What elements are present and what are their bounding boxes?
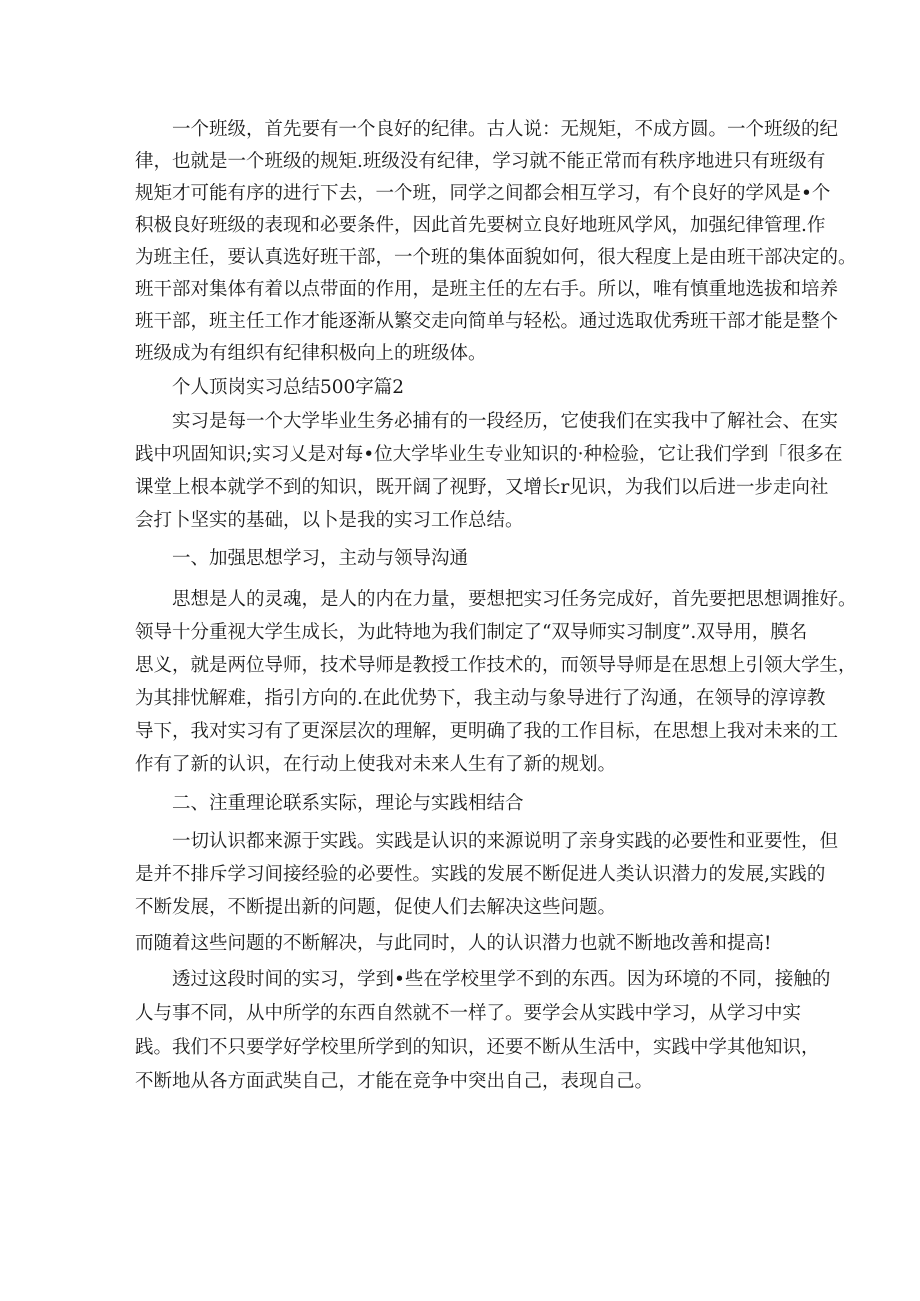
text-line: 为其排忧解难，指引方向的.在此优势下，我主动与象导进行了沟通，在领导的淳谆教 xyxy=(135,688,826,709)
text-line: 不断发展，不断提出新的问题，促使人们去解决这些问题。 xyxy=(135,897,617,918)
text-line: 不断地从各方面武奘自己，才能在竞争中突出自己，表现自己。 xyxy=(135,1071,654,1092)
text-line: 思想是人的灵魂，是人的内在力量，要想把实习任务完成好，首先要把思想调推好。 xyxy=(172,589,857,610)
text-line: 践。我们不只要学好学校里所学到的知识，还要不断从生活中，实践中学其他知识， xyxy=(135,1037,820,1058)
text-line: 课堂上根本就学不到的知识，既开阔了视野，又增长r见识，为我们以后进一步走向社 xyxy=(135,477,829,498)
text-line: 为班主任，要认真选好班干部，一个班的集体面貌如何，很大程度上是由班干部决定的。 xyxy=(135,247,857,268)
text-line: 积极良好班级的表现和必要条件，因此首先要树立良好地班风学风，加强纪律管理.作 xyxy=(135,215,826,236)
text-line: 班干部对集体有着以点带面的作用，是班主任的左右手。所以，唯有慎重地选拔和培养 xyxy=(135,279,839,300)
text-line: 作有了新的认识，在行动上使我对未来人生有了新的规划。 xyxy=(135,754,617,775)
text-line: 会打卜坚实的基础，以卜是我的实习工作总结。 xyxy=(135,510,524,531)
text-line: 一个班级，首先要有一个良好的纪律。古人说：无规矩，不成方圆。一个班级的纪 xyxy=(172,119,839,140)
text-line: 一切认识都来源于实践。实践是认识的来源说明了亲身实践的必要性和亚要性，但 xyxy=(172,831,839,852)
text-line: 律，也就是一个班级的规矩.班级没有纪律，学习就不能正常而有秩序地进只有班级有 xyxy=(135,151,826,172)
text-line: 班级成为有组织有纪律积极向上的班级体。 xyxy=(135,343,487,364)
text-line: 而随着这些问题的不断解决，与此同时，人的认识潜力也就不断地改善和提高! xyxy=(135,933,772,954)
text-line: 思义，就是两位导师，技术导师是教授工作技术的，而领导导师是在思想上引领大学生， xyxy=(135,655,857,676)
text-line: 实习是每一个大学毕业生务必捕有的一段经历，它使我们在实我中了解社会、在实 xyxy=(172,411,839,432)
text-line: 导下，我对实习有了更深层次的理解，更明确了我的工作目标，在思想上我对未来的工 xyxy=(135,721,839,742)
text-line: 班干部，班主任工作才能逐渐从繁交走向简单与轻松。通过选取优秀班干部才能是整个 xyxy=(135,311,839,332)
section-heading: 二、注重理论联系实际，理论与实践相结合 xyxy=(172,793,524,814)
text-line: 是并不排斥学习间接经验的必要性。实践的发展不断促进人类认识潜力的发展,实践的 xyxy=(135,864,826,885)
section-heading: 个人顶岗实习总结500字篇2 xyxy=(172,377,405,398)
text-line: 领导十分重视大学生成长，为此特地为我们制定了“双导师实习制度”.双导用，膜名 xyxy=(135,622,808,643)
text-line: 规矩才可能有序的进行下去，一个班，同学之间都会相互学习，有个良好的学风是•个 xyxy=(135,183,831,204)
text-line: 践中巩固知识;实习乂是对每•位大学毕业生专业知识的·种检验，它让我们学到「很多在 xyxy=(135,444,843,465)
section-heading: 一、加强思想学习，主动与领导沟通 xyxy=(172,548,469,569)
text-line: 人与事不同，从中所学的东西自然就不一样了。要学会从实践中学习，从学习中实 xyxy=(135,1003,802,1024)
text-line: 透过这段时间的实习，学到•些在学校里学不到的东西。因为环境的不同，接触的 xyxy=(172,969,831,990)
